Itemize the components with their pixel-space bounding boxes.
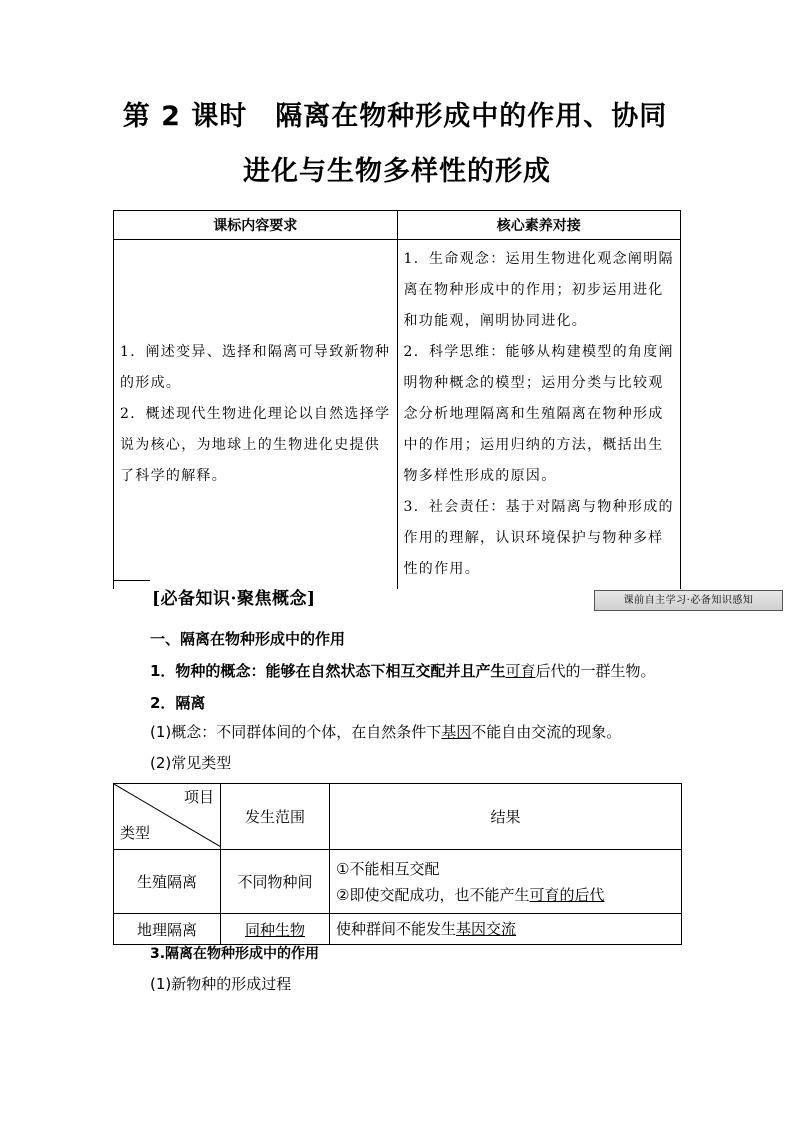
literacy-item: 3．社会责任：基于对隔离与物种形成的作用的理解，认识环境保护与物种多样性的作用。 [403, 499, 674, 577]
literacy-item: 2．科学思维：能够从构建模型的角度阐明物种概念的模型；运用分类与比较观念分析地理隔离和生殖隔离在物种形成中的作用；运用归纳的方法，概括出生物多样性形成的原因。 [403, 344, 674, 484]
new-species-process: (1)新物种的形成过程 [150, 975, 292, 993]
species-definition-prefix: 1．物种的概念：能够在自然状态下相互交配并且产生 [150, 662, 506, 680]
page-title-line-2: 进化与生物多样性的形成 [243, 156, 551, 187]
result-geographic-key: 基因交流 [456, 920, 517, 938]
species-definition-key: 可育 [505, 662, 536, 680]
isolation-types-table [113, 783, 682, 945]
section-tag: 课前自主学习·必备知识感知 [594, 590, 783, 611]
result-geographic [330, 914, 682, 945]
heading-isolation: 2．隔离 [150, 694, 206, 712]
standards-right-cell [397, 240, 681, 590]
standards-header-left: 课标内容要求 [114, 211, 398, 240]
isolation-concept-suffix: 不能自由交流的现象。 [471, 723, 622, 741]
isolation-concept-key: 基因 [441, 723, 472, 741]
species-definition [150, 660, 655, 681]
range-geographic [221, 914, 330, 945]
heading-isolation-role: 一、隔离在物种形成中的作用 [150, 630, 346, 648]
result-line-1: ①不能相互交配 [336, 859, 440, 878]
corner-label-item: 项目 [183, 788, 214, 806]
header-result: 结果 [330, 784, 682, 850]
divider-line [113, 580, 150, 581]
section-header: [必备知识·聚焦概念] [152, 589, 316, 609]
range-geographic-text: 同种生物 [244, 920, 305, 939]
common-types-heading: (2)常见类型 [150, 754, 232, 772]
isolation-concept-prefix: (1)概念：不同群体间的个体，在自然条件下 [150, 723, 442, 741]
result-line-2-key: 可育的后代 [529, 885, 605, 904]
corner-cell [114, 784, 221, 850]
page-title-line-1: 第 2 课时 隔离在物种形成中的作用、协同 [122, 101, 668, 132]
type-geographic: 地理隔离 [114, 914, 221, 945]
standard-item: 2．概述现代生物进化理论以自然选择学说为核心，为地球上的生物进化史提供了科学的解释。 [120, 406, 391, 484]
corner-label-type: 类型 [120, 824, 151, 842]
result-line-2-prefix: ②即使交配成功，也不能产生 [336, 885, 530, 904]
result-reproductive [330, 850, 682, 914]
literacy-item: 1．生命观念：运用生物进化观念阐明隔离在物种形成中的作用；初步运用进化和功能观，阐明协同进化。 [403, 251, 674, 329]
standard-item: 1．阐述变异、选择和隔离可导致新物种的形成。 [120, 344, 391, 391]
result-line-2 [336, 882, 680, 908]
result-geographic-prefix: 使种群间不能发生 [336, 920, 457, 938]
heading-isolation-effect: 3.隔离在物种形成中的作用 [150, 946, 320, 962]
isolation-concept [150, 721, 621, 742]
standards-table [113, 210, 681, 589]
standards-header-right: 核心素养对接 [397, 211, 681, 240]
range-reproductive: 不同物种间 [221, 850, 330, 914]
standards-left-cell [114, 240, 398, 590]
header-range: 发生范围 [221, 784, 330, 850]
species-definition-suffix: 后代的一群生物。 [535, 662, 656, 680]
type-reproductive: 生殖隔离 [114, 850, 221, 914]
